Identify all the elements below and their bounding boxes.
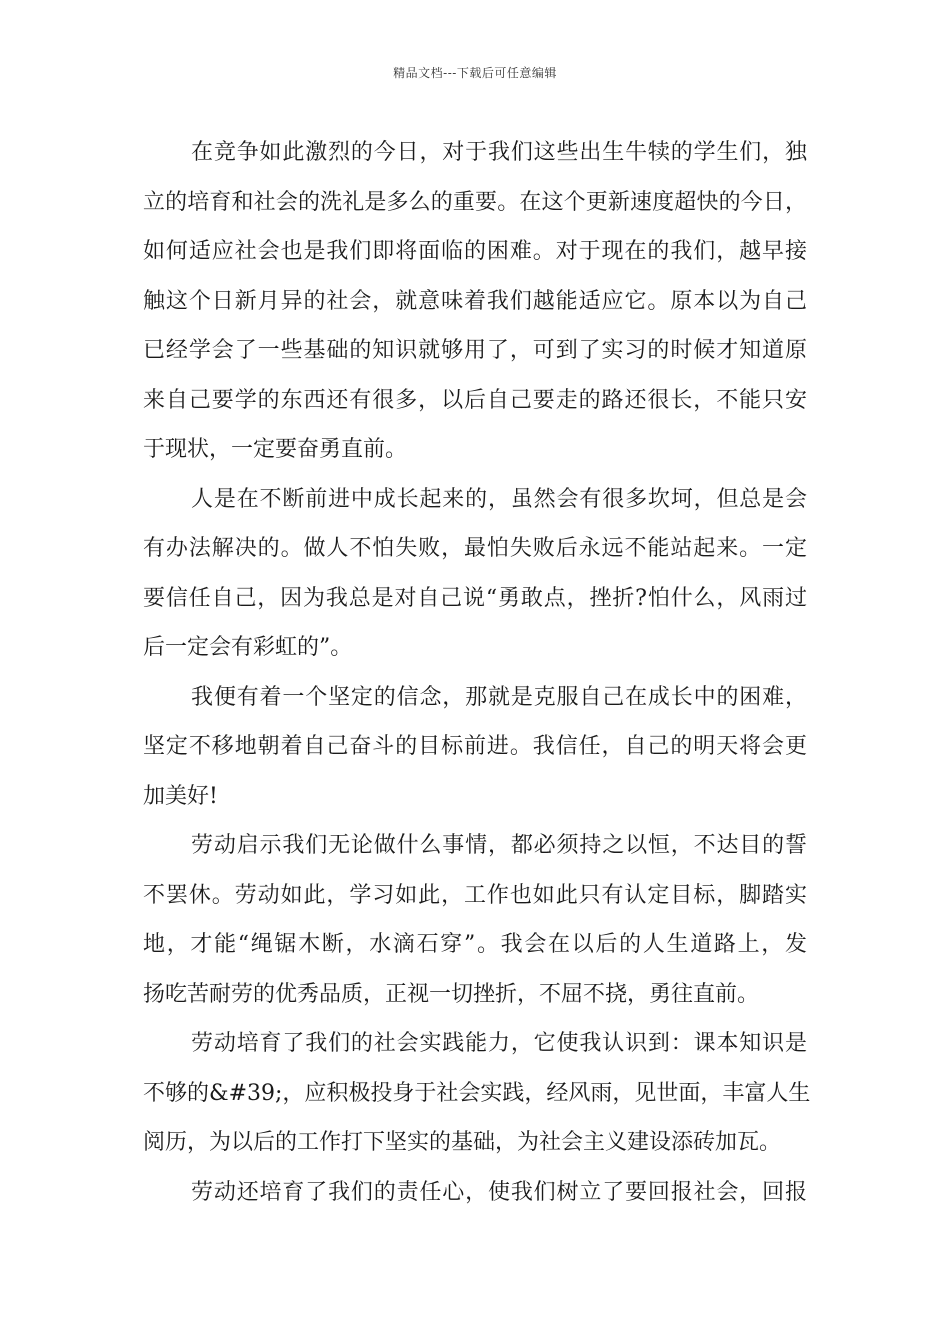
text-line: 不罢休。劳动如此，学习如此，工作也如此只有认定目标，脚踏实 [143,882,807,908]
page-header: 精品文档---下载后可任意编辑 [393,66,557,80]
text-line: 地，才能“绳锯木断，水滴石穿”。我会在以后的人生道路上，发 [143,932,807,957]
text-line: 后一定会有彩虹的”。 [143,635,353,660]
text-line: 我便有着一个坚定的信念，那就是克服自己在成长中的困难， [191,684,807,710]
text-line: 立的培育和社会的洗礼是多么的重要。在这个更新速度超快的今日， [143,189,807,215]
text-line: 劳动还培育了我们的责任心，使我们树立了要回报社会，回报 [191,1179,807,1205]
text-line: 触这个日新月异的社会，就意味着我们越能适应它。原本以为自己 [143,288,807,314]
paragraph-3 [143,673,807,822]
paragraph-6 [143,1168,807,1218]
text-line: 扬吃苦耐劳的优秀品质，正视一切挫折，不屈不挠，勇往直前。 [143,981,760,1007]
text-line: 如何适应社会也是我们即将面临的困难。对于现在的我们，越早接 [143,239,807,264]
paragraph-4 [143,821,807,1019]
text-line: 已经学会了一些基础的知识就够用了，可到了实习的时候才知道原 [143,338,807,363]
text-line: 劳动启示我们无论做什么事情，都必须持之以恒，不达目的誓 [191,833,807,858]
text-line: 来自己要学的东西还有很多，以后自己要走的路还很长，不能只安 [143,387,807,413]
text-line: 加美好! [143,783,218,809]
text-line: 坚定不移地朝着自己奋斗的目标前进。我信任，自己的明天将会更 [143,734,807,759]
text-line: 劳动培育了我们的社会实践能力，它使我认识到：课本知识是 [191,1031,807,1056]
text-line: 不够的&#39;，应积极投身于社会实践，经风雨，见世面，丰富人生 [143,1080,811,1106]
text-line: 有办法解决的。做人不怕失败，最怕失败后永远不能站起来。一定 [143,536,807,561]
document-body [143,128,811,1217]
text-line: 于现状，一定要奋勇直前。 [143,437,408,462]
text-line: 阅历，为以后的工作打下坚实的基础，为社会主义建设添砖加瓦。 [143,1130,782,1155]
paragraph-1 [143,128,807,475]
text-line: 要信任自己，因为我总是对自己说“勇敢点，挫折?怕什么，风雨过 [143,585,807,611]
paragraph-5 [143,1019,811,1168]
text-line: 在竞争如此激烈的今日，对于我们这些出生牛犊的学生们，独 [191,140,807,165]
text-line: 人是在不断前进中成长起来的，虽然会有很多坎坷，但总是会 [191,486,807,512]
paragraph-2 [143,475,807,673]
